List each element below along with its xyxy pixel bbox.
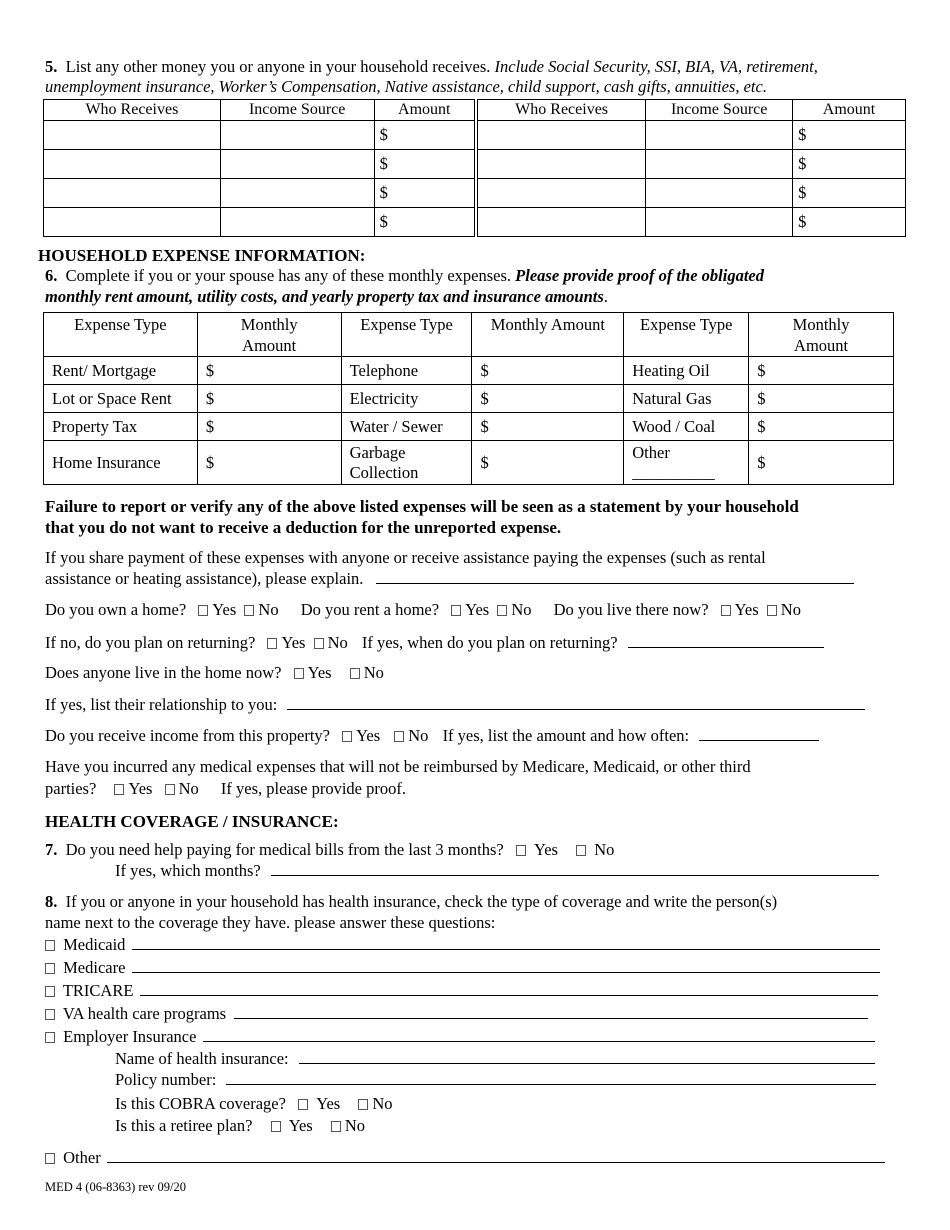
table-row bbox=[44, 413, 894, 441]
q8-line-1 bbox=[45, 892, 777, 912]
amount-field[interactable] bbox=[374, 150, 476, 179]
insurance-name-field[interactable] bbox=[299, 1049, 875, 1064]
q5-italic-2: unemployment insurance, Worker’s Compensation, Native assistance, child support, cash gifts, annuities, etc. bbox=[45, 77, 767, 96]
checkbox[interactable] bbox=[45, 986, 55, 997]
checkbox[interactable] bbox=[165, 784, 175, 795]
amount-field[interactable]: $ bbox=[197, 385, 341, 413]
table-row bbox=[44, 441, 894, 485]
checkbox[interactable] bbox=[314, 638, 324, 649]
col-income-source: Income Source bbox=[646, 100, 793, 121]
checkbox[interactable] bbox=[342, 731, 352, 742]
health-heading: HEALTH COVERAGE / INSURANCE: bbox=[45, 812, 339, 831]
which-months-field[interactable] bbox=[271, 861, 879, 876]
when-return-field[interactable] bbox=[628, 633, 824, 648]
table-row bbox=[44, 357, 894, 385]
q6-line-1 bbox=[45, 266, 764, 286]
when-return-label: If yes, when do you plan on returning? bbox=[361, 633, 618, 652]
anyone-live-line: Does anyone live in the home now? Yes No bbox=[45, 663, 384, 682]
q6-number: 6. bbox=[45, 266, 58, 285]
checkbox[interactable] bbox=[45, 940, 55, 951]
col-amount: Amount bbox=[793, 100, 906, 121]
dollar-sign: $ bbox=[798, 212, 807, 231]
who-receives-field[interactable] bbox=[476, 150, 646, 179]
home-questions: Do you own a home? Yes No Do you rent a home? Yes No Do you live there now? Yes No bbox=[45, 600, 801, 619]
expense-type-cell: Home Insurance bbox=[44, 441, 198, 485]
form-id: MED 4 (06-8363) rev 09/20 bbox=[45, 1180, 186, 1194]
checkbox[interactable] bbox=[114, 784, 124, 795]
relationship-field[interactable] bbox=[287, 695, 865, 710]
expense-type-cell: Wood / Coal bbox=[624, 413, 749, 441]
q5-italic-1: Include Social Security, SSI, BIA, VA, retirement, bbox=[494, 57, 818, 76]
q6-line-2 bbox=[45, 287, 608, 307]
checkbox[interactable] bbox=[331, 1121, 341, 1132]
amount-field[interactable]: $ bbox=[749, 441, 894, 485]
checkbox[interactable] bbox=[198, 605, 208, 616]
dollar-sign: $ bbox=[379, 212, 388, 231]
medical-line-1: Have you incurred any medical expenses that will not be reimbursed by Medicare, Medicaid, or other third bbox=[45, 757, 751, 776]
medical-parties-label: parties? bbox=[45, 779, 97, 798]
table-row bbox=[44, 385, 894, 413]
amount-field[interactable] bbox=[793, 121, 906, 150]
expense-type-cell: Electricity bbox=[341, 385, 472, 413]
live-there-label: Do you live there now? bbox=[553, 600, 709, 619]
anyone-live-label: Does anyone live in the home now? bbox=[45, 663, 282, 682]
table-row bbox=[44, 179, 906, 208]
warning-line-2: that you do not want to receive a deduction for the unreported expense. bbox=[45, 518, 562, 537]
warning-line-1: Failure to report or verify any of the above listed expenses will be seen as a statement by your household bbox=[45, 497, 799, 516]
who-receives-field[interactable] bbox=[476, 208, 646, 237]
medical-line-2: parties? Yes No If yes, please provide proof. bbox=[45, 779, 406, 798]
expense-type-cell: Natural Gas bbox=[624, 385, 749, 413]
dollar-sign: $ bbox=[379, 183, 388, 202]
checkbox[interactable] bbox=[45, 963, 55, 974]
dollar-sign: $ bbox=[379, 154, 388, 173]
table-row bbox=[44, 150, 906, 179]
income-source-field[interactable] bbox=[220, 208, 374, 237]
amount-field[interactable]: $ bbox=[472, 385, 624, 413]
policy-number-label: Policy number: bbox=[115, 1070, 217, 1089]
q7-number: 7. bbox=[45, 840, 58, 859]
amount-field[interactable] bbox=[793, 150, 906, 179]
income-property-label: Do you receive income from this property? bbox=[45, 726, 330, 745]
checkbox[interactable] bbox=[244, 605, 254, 616]
relationship-label: If yes, list their relationship to you: bbox=[45, 695, 278, 714]
dollar-sign: $ bbox=[798, 125, 807, 144]
expense-type-cell: Heating Oil bbox=[624, 357, 749, 385]
amount-field[interactable]: $ bbox=[749, 413, 894, 441]
medicare-name-field[interactable] bbox=[132, 958, 880, 973]
amount-often-label: If yes, list the amount and how often: bbox=[442, 726, 690, 745]
col-amount: Amount bbox=[374, 100, 476, 121]
who-receives-field[interactable] bbox=[476, 179, 646, 208]
insurance-name-line bbox=[115, 1049, 875, 1069]
amount-field[interactable]: $ bbox=[472, 441, 624, 485]
checkbox[interactable] bbox=[516, 845, 526, 856]
coverage-other: Other bbox=[45, 1148, 885, 1168]
checkbox[interactable] bbox=[294, 668, 304, 679]
checkbox[interactable] bbox=[721, 605, 731, 616]
q7-which-line bbox=[115, 861, 879, 881]
amount-field[interactable] bbox=[793, 179, 906, 208]
checkbox[interactable] bbox=[576, 845, 586, 856]
col-monthly-amount: Monthly Amount bbox=[749, 313, 894, 357]
checkbox[interactable] bbox=[350, 668, 360, 679]
expense-type-cell: Water / Sewer bbox=[341, 413, 472, 441]
checkbox[interactable] bbox=[45, 1153, 55, 1164]
checkbox[interactable] bbox=[45, 1009, 55, 1020]
income-table-header bbox=[44, 100, 906, 121]
amount-field[interactable]: $ bbox=[197, 357, 341, 385]
checkbox[interactable] bbox=[267, 638, 277, 649]
income-table bbox=[43, 99, 906, 237]
expense-table-header bbox=[44, 313, 894, 357]
q5-text: List any other money you or anyone in your household receives. bbox=[65, 57, 491, 76]
col-who-receives: Who Receives bbox=[44, 100, 221, 121]
dollar-sign: $ bbox=[798, 183, 807, 202]
col-expense-type: Expense Type bbox=[44, 313, 198, 357]
coverage-medicare: Medicare bbox=[45, 958, 880, 978]
amount-field[interactable]: $ bbox=[749, 385, 894, 413]
income-source-field[interactable] bbox=[646, 179, 793, 208]
checkbox[interactable] bbox=[298, 1099, 308, 1110]
col-who-receives: Who Receives bbox=[476, 100, 646, 121]
amount-field[interactable] bbox=[374, 121, 476, 150]
q7-line: 7. Do you need help paying for medical bills from the last 3 months? Yes No bbox=[45, 840, 615, 859]
income-source-field[interactable] bbox=[220, 121, 374, 150]
col-income-source: Income Source bbox=[220, 100, 374, 121]
share-explain-field[interactable] bbox=[376, 569, 854, 584]
retiree-line: Is this a retiree plan? Yes No bbox=[115, 1116, 366, 1135]
share-text: assistance or heating assistance), please explain. bbox=[45, 569, 364, 588]
q7-text: Do you need help paying for medical bills from the last 3 months? bbox=[65, 840, 504, 859]
income-source-field[interactable] bbox=[220, 179, 374, 208]
amount-field[interactable]: $ bbox=[472, 413, 624, 441]
col-expense-type: Expense Type bbox=[624, 313, 749, 357]
checkbox[interactable] bbox=[45, 1032, 55, 1043]
insurance-name-label: Name of health insurance: bbox=[115, 1049, 289, 1068]
expense-type-cell: Garbage Collection bbox=[341, 441, 472, 485]
plan-return-label: If no, do you plan on returning? bbox=[45, 633, 256, 652]
expense-heading: HOUSEHOLD EXPENSE INFORMATION: bbox=[38, 246, 366, 265]
rent-home-label: Do you rent a home? bbox=[300, 600, 440, 619]
table-row bbox=[44, 208, 906, 237]
col-expense-type: Expense Type bbox=[341, 313, 472, 357]
policy-number-line bbox=[115, 1070, 876, 1090]
expense-type-cell: Telephone bbox=[341, 357, 472, 385]
expense-other-cell[interactable]: Other __________ bbox=[624, 441, 749, 485]
q6-period: . bbox=[603, 287, 608, 306]
plan-return-line: If no, do you plan on returning? Yes No If yes, when do you plan on returning? bbox=[45, 633, 824, 653]
amount-field[interactable] bbox=[374, 208, 476, 237]
policy-number-field[interactable] bbox=[226, 1070, 876, 1085]
amount-field[interactable]: $ bbox=[197, 413, 341, 441]
checkbox[interactable] bbox=[394, 731, 404, 742]
col-monthly-amount: Monthly Amount bbox=[197, 313, 341, 357]
amount-field[interactable] bbox=[793, 208, 906, 237]
expense-type-cell: Rent/ Mortgage bbox=[44, 357, 198, 385]
checkbox[interactable] bbox=[497, 605, 507, 616]
coverage-medicaid: Medicaid bbox=[45, 935, 880, 955]
checkbox[interactable] bbox=[271, 1121, 281, 1132]
coverage-tricare: TRICARE bbox=[45, 981, 878, 1001]
income-source-field[interactable] bbox=[646, 121, 793, 150]
who-receives-field[interactable] bbox=[476, 121, 646, 150]
q5-number: 5. bbox=[45, 57, 58, 76]
expense-table bbox=[43, 312, 894, 485]
income-property-line: Do you receive income from this property? Yes No If yes, list the amount and how often: bbox=[45, 726, 819, 746]
expense-type-cell: Lot or Space Rent bbox=[44, 385, 198, 413]
share-line-1: If you share payment of these expenses with anyone or receive assistance paying the expenses (such as rental bbox=[45, 548, 766, 567]
q8-text-1: If you or anyone in your household has health insurance, check the type of coverage and write the person(s) bbox=[65, 892, 778, 911]
amount-field[interactable]: $ bbox=[749, 357, 894, 385]
share-line-2 bbox=[45, 569, 854, 589]
checkbox[interactable] bbox=[451, 605, 461, 616]
va-name-field[interactable] bbox=[234, 1004, 868, 1019]
who-receives-field[interactable] bbox=[44, 208, 221, 237]
q6-text: Complete if you or your spouse has any of these monthly expenses. bbox=[65, 266, 512, 285]
tricare-name-field[interactable] bbox=[140, 981, 878, 996]
q8-number: 8. bbox=[45, 892, 58, 911]
income-source-field[interactable] bbox=[220, 150, 374, 179]
col-monthly-amount: Monthly Amount bbox=[472, 313, 624, 357]
amount-field[interactable] bbox=[374, 179, 476, 208]
coverage-employer: Employer Insurance bbox=[45, 1027, 875, 1047]
cobra-label: Is this COBRA coverage? bbox=[115, 1094, 286, 1113]
coverage-va: VA health care programs bbox=[45, 1004, 868, 1024]
income-source-field[interactable] bbox=[646, 208, 793, 237]
checkbox[interactable] bbox=[767, 605, 777, 616]
q6-bold-1: Please provide proof of the obligated bbox=[515, 266, 765, 285]
employer-name-field[interactable] bbox=[203, 1027, 875, 1042]
medical-proof-label: If yes, please provide proof. bbox=[220, 779, 406, 798]
dollar-sign: $ bbox=[798, 154, 807, 173]
q6-bold-2: monthly rent amount, utility costs, and yearly property tax and insurance amounts bbox=[45, 287, 604, 306]
own-home-label: Do you own a home? bbox=[45, 600, 187, 619]
retiree-label: Is this a retiree plan? bbox=[115, 1116, 253, 1135]
income-source-field[interactable] bbox=[646, 150, 793, 179]
amount-often-field[interactable] bbox=[699, 726, 819, 741]
q5-line-1 bbox=[45, 57, 818, 77]
q7-which-label: If yes, which months? bbox=[115, 861, 261, 880]
amount-field[interactable]: $ bbox=[472, 357, 624, 385]
checkbox[interactable] bbox=[358, 1099, 368, 1110]
other-coverage-field[interactable] bbox=[107, 1148, 885, 1163]
who-receives-field[interactable] bbox=[44, 179, 221, 208]
table-row bbox=[44, 121, 906, 150]
dollar-sign: $ bbox=[379, 125, 388, 144]
q5-line-2 bbox=[45, 77, 767, 97]
relationship-line bbox=[45, 695, 865, 715]
amount-field[interactable]: $ bbox=[197, 441, 341, 485]
who-receives-field[interactable] bbox=[44, 121, 221, 150]
who-receives-field[interactable] bbox=[44, 150, 221, 179]
expense-type-cell: Property Tax bbox=[44, 413, 198, 441]
q8-line-2: name next to the coverage they have. please answer these questions: bbox=[45, 913, 496, 932]
medicaid-name-field[interactable] bbox=[132, 935, 880, 950]
cobra-line: Is this COBRA coverage? Yes No bbox=[115, 1094, 393, 1113]
